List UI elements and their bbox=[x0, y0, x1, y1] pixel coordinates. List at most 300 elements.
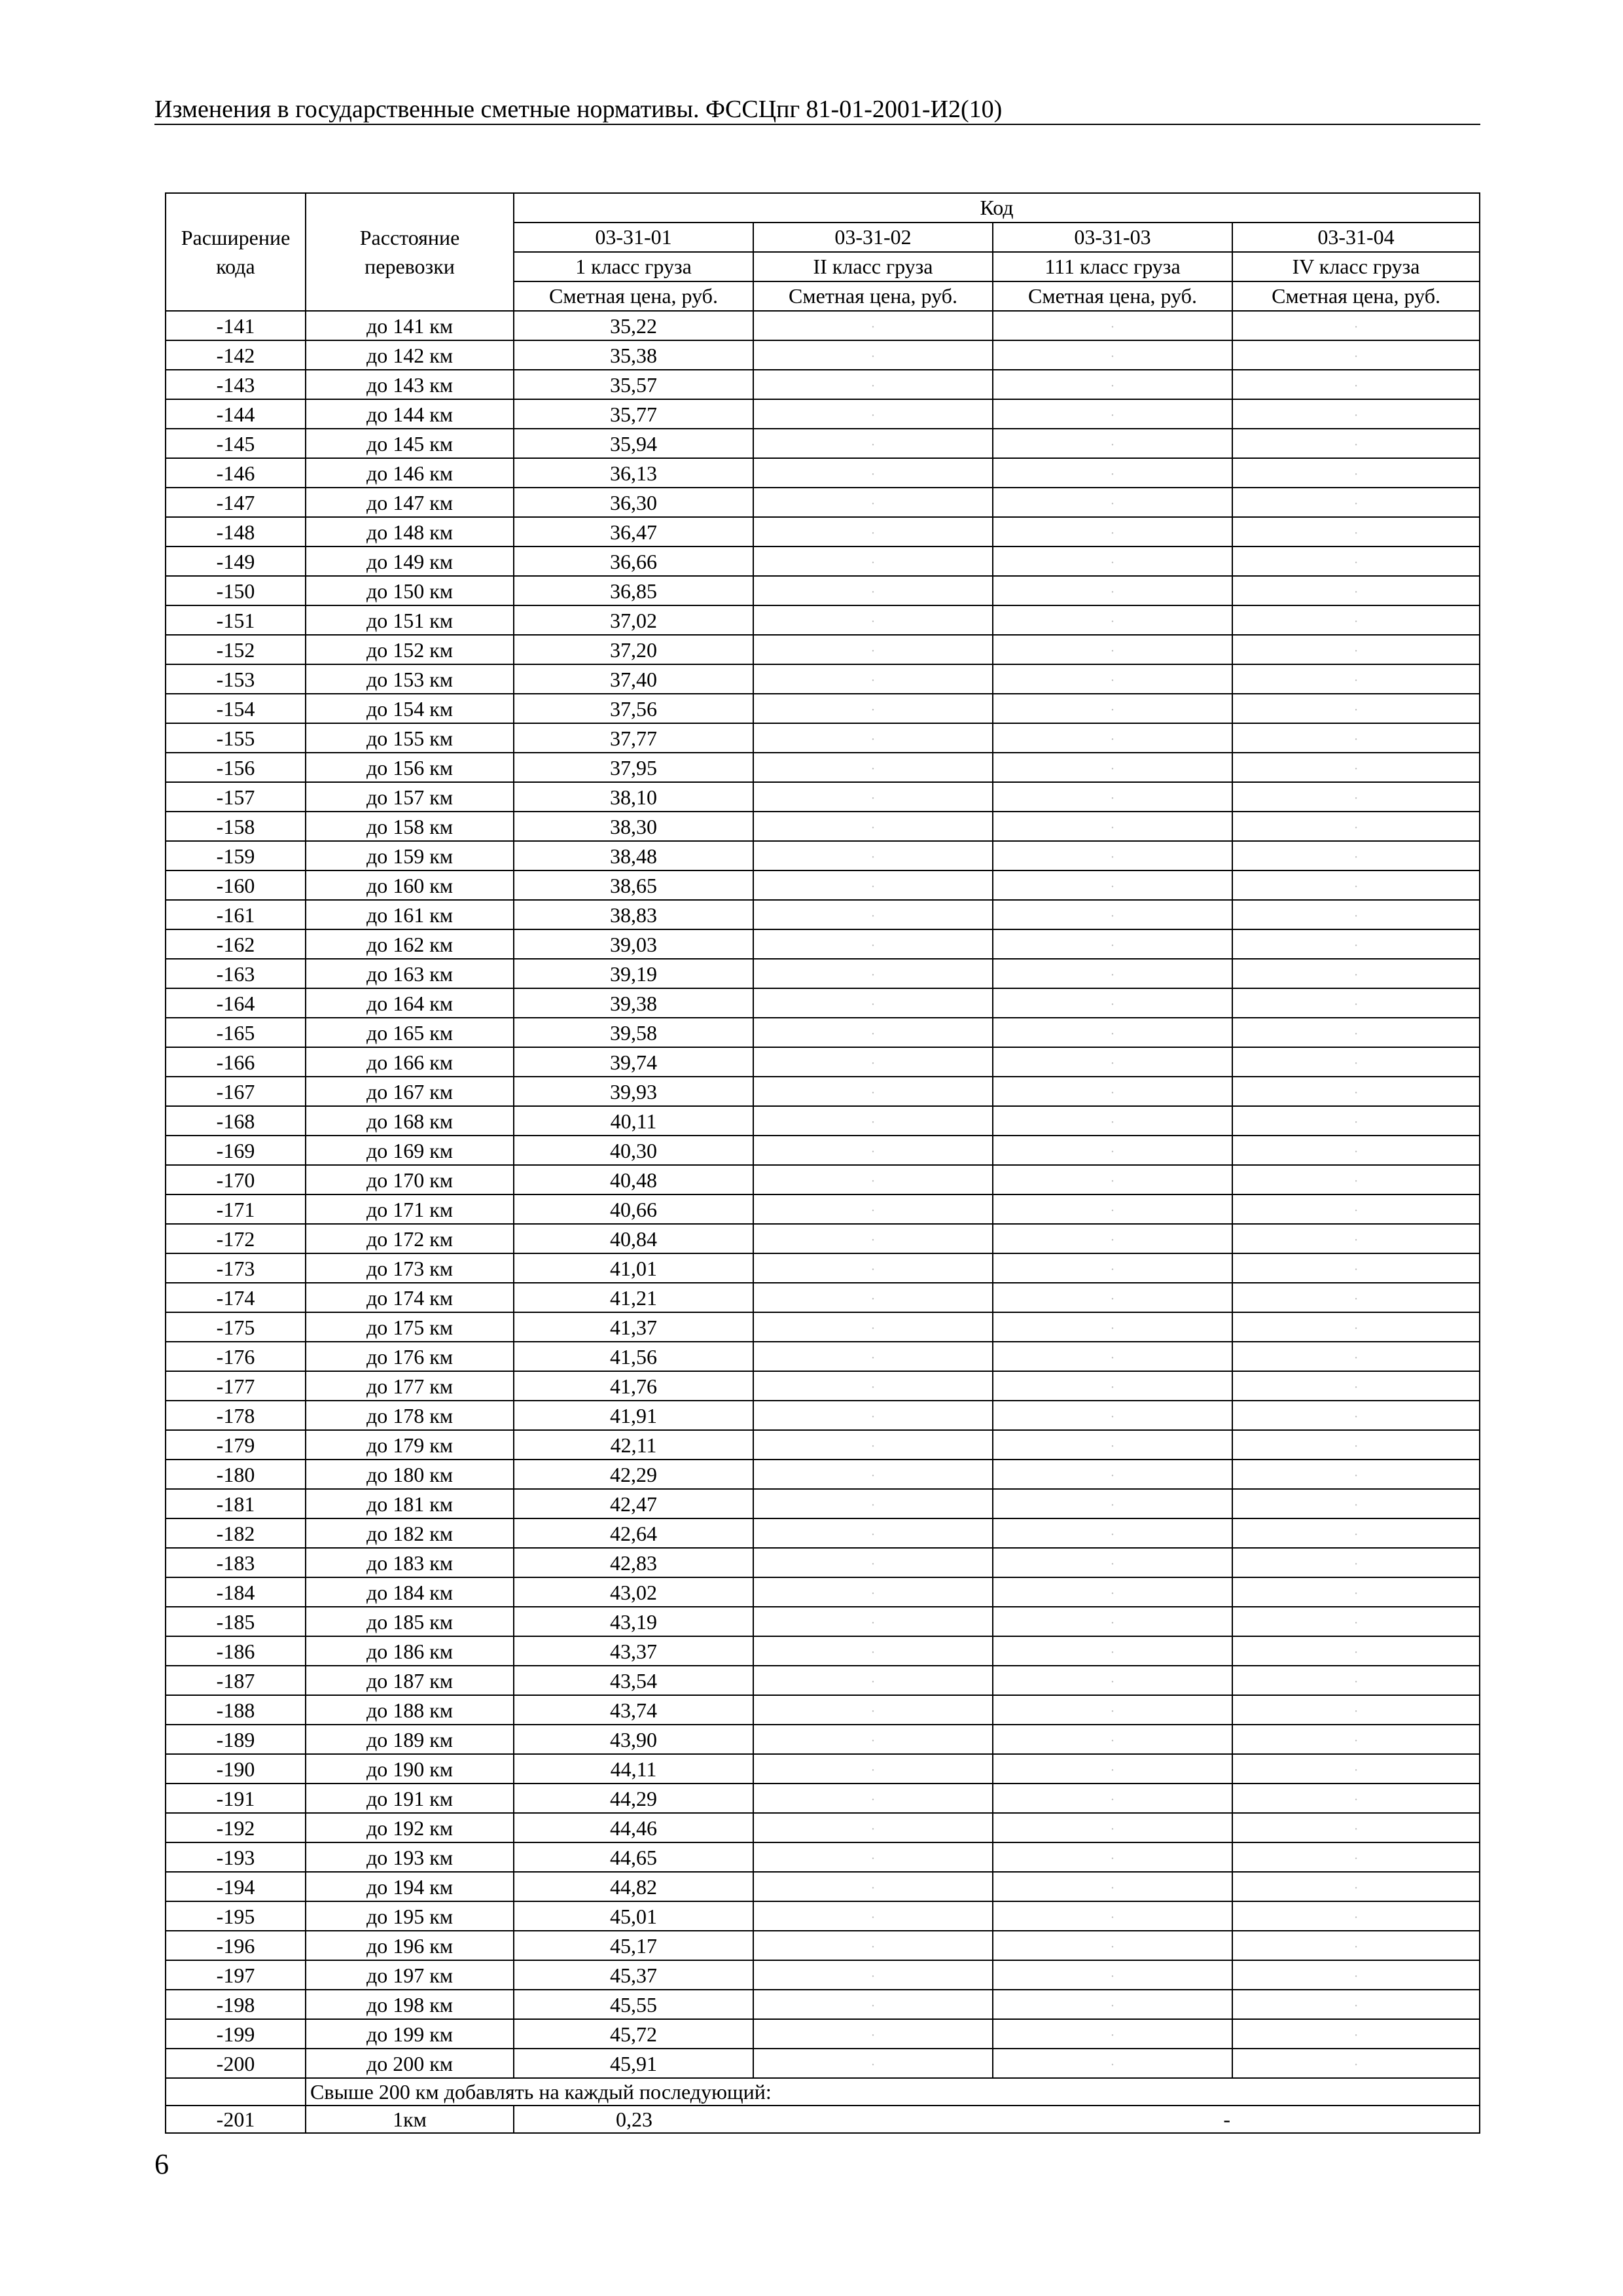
code-03-31-02: 03-31-02 bbox=[753, 223, 993, 252]
header-code: Код bbox=[514, 193, 1480, 223]
empty-price-cell bbox=[993, 1460, 1232, 1489]
empty-price-cell bbox=[1232, 1430, 1480, 1460]
table-row bbox=[166, 1754, 1480, 1784]
dot-mark: · bbox=[1353, 1999, 1359, 2013]
empty-price-cell bbox=[993, 1194, 1232, 1224]
empty-price-cell bbox=[753, 1253, 993, 1283]
empty-price-cell bbox=[753, 2019, 993, 2049]
dot-mark: · bbox=[1110, 1763, 1115, 1778]
ext-cell: -149 bbox=[166, 547, 306, 576]
empty-price-cell bbox=[753, 488, 993, 517]
price-cell: 37,77 bbox=[514, 723, 753, 753]
dot-mark: · bbox=[870, 1145, 876, 1159]
ext-cell: -176 bbox=[166, 1342, 306, 1371]
ext-cell: -190 bbox=[166, 1754, 306, 1784]
empty-price-cell bbox=[753, 900, 993, 929]
empty-price-cell bbox=[993, 1548, 1232, 1577]
ext-cell: -177 bbox=[166, 1371, 306, 1401]
empty-price-cell bbox=[993, 429, 1232, 458]
dot-mark: · bbox=[870, 1351, 876, 1365]
table-row bbox=[166, 900, 1480, 929]
ext-cell: -187 bbox=[166, 1666, 306, 1695]
empty-price-cell bbox=[1232, 1018, 1480, 1047]
ext-cell: -175 bbox=[166, 1312, 306, 1342]
dot-mark: · bbox=[1353, 1145, 1359, 1159]
dot-mark: · bbox=[1110, 1233, 1115, 1247]
dot-mark: · bbox=[1353, 762, 1359, 776]
dot-mark: · bbox=[1353, 1675, 1359, 1689]
dot-mark: · bbox=[1353, 1969, 1359, 1984]
dist-cell: до 176 км bbox=[306, 1342, 514, 1371]
empty-price-cell bbox=[993, 1401, 1232, 1430]
empty-price-cell bbox=[1232, 1283, 1480, 1312]
dist-cell: до 152 км bbox=[306, 635, 514, 664]
empty-price-cell bbox=[753, 429, 993, 458]
dot-mark: · bbox=[870, 1969, 876, 1984]
empty-price-cell bbox=[753, 517, 993, 547]
empty-price-cell bbox=[993, 694, 1232, 723]
empty-price-cell bbox=[1232, 635, 1480, 664]
dot-mark: · bbox=[1110, 850, 1115, 865]
dot-mark: · bbox=[1110, 1292, 1115, 1306]
dot-mark: · bbox=[1110, 379, 1115, 393]
dist-cell: до 146 км bbox=[306, 458, 514, 488]
table-row bbox=[166, 694, 1480, 723]
dot-mark: · bbox=[1110, 1557, 1115, 1571]
empty-price-cell bbox=[753, 1401, 993, 1430]
empty-price-cell bbox=[993, 1342, 1232, 1371]
empty-price-cell bbox=[753, 1371, 993, 1401]
dot-mark: · bbox=[1110, 673, 1115, 688]
dot-mark: · bbox=[1110, 585, 1115, 600]
empty-price-cell bbox=[753, 1342, 993, 1371]
dot-mark: · bbox=[1353, 968, 1359, 982]
dist-cell: до 160 км bbox=[306, 870, 514, 900]
table-row bbox=[166, 1842, 1480, 1872]
dist-cell: до 148 км bbox=[306, 517, 514, 547]
dot-mark: · bbox=[1110, 1822, 1115, 1837]
empty-price-cell bbox=[993, 1577, 1232, 1607]
empty-price-cell bbox=[993, 1047, 1232, 1077]
empty-price-cell bbox=[753, 1489, 993, 1518]
dot-mark: · bbox=[1353, 1704, 1359, 1719]
dist-cell: до 165 км bbox=[306, 1018, 514, 1047]
dot-mark: · bbox=[1110, 1056, 1115, 1071]
dot-mark: · bbox=[1110, 1027, 1115, 1041]
price-cell: 37,40 bbox=[514, 664, 753, 694]
empty-price-cell bbox=[993, 547, 1232, 576]
empty-price-cell bbox=[753, 1607, 993, 1636]
dist-cell: до 157 км bbox=[306, 782, 514, 812]
dist-cell: до 159 км bbox=[306, 841, 514, 870]
price-cell: 43,54 bbox=[514, 1666, 753, 1695]
price-cell: 44,11 bbox=[514, 1754, 753, 1784]
dot-mark: · bbox=[870, 1734, 876, 1748]
empty-price-cell bbox=[993, 1813, 1232, 1842]
price-cell: 36,30 bbox=[514, 488, 753, 517]
empty-price-cell bbox=[1232, 1754, 1480, 1784]
empty-price-cell bbox=[753, 458, 993, 488]
dot-mark: · bbox=[870, 1704, 876, 1719]
dist-cell: до 192 км bbox=[306, 1813, 514, 1842]
ext-cell: -164 bbox=[166, 988, 306, 1018]
empty-price-cell bbox=[753, 576, 993, 605]
ext-cell: -146 bbox=[166, 458, 306, 488]
empty-price-cell bbox=[993, 1312, 1232, 1342]
dist-cell: до 166 км bbox=[306, 1047, 514, 1077]
dot-mark: · bbox=[1110, 821, 1115, 835]
dot-mark: · bbox=[1110, 1174, 1115, 1189]
table-row bbox=[166, 1960, 1480, 1990]
dot-mark: · bbox=[1353, 703, 1359, 717]
dist-cell: до 184 км bbox=[306, 1577, 514, 1607]
ext-cell: -184 bbox=[166, 1577, 306, 1607]
empty-price-cell bbox=[753, 340, 993, 370]
empty-price-cell bbox=[1232, 399, 1480, 429]
ext-cell: -166 bbox=[166, 1047, 306, 1077]
ext-cell: -150 bbox=[166, 576, 306, 605]
empty-price-cell bbox=[1232, 1901, 1480, 1931]
dot-mark: · bbox=[1353, 939, 1359, 953]
empty-price-cell bbox=[993, 1901, 1232, 1931]
empty-price-cell bbox=[993, 517, 1232, 547]
ext-cell: -161 bbox=[166, 900, 306, 929]
dot-mark: · bbox=[870, 320, 876, 334]
empty-price-cell bbox=[753, 1813, 993, 1842]
ext-cell: -159 bbox=[166, 841, 306, 870]
price-cell: 43,19 bbox=[514, 1607, 753, 1636]
empty-price-cell bbox=[1232, 1342, 1480, 1371]
table-row bbox=[166, 870, 1480, 900]
empty-price-cell bbox=[753, 1931, 993, 1960]
empty-price-cell bbox=[993, 1725, 1232, 1754]
empty-price-cell bbox=[753, 1695, 993, 1725]
table-row bbox=[166, 1106, 1480, 1136]
dist-cell: до 164 км bbox=[306, 988, 514, 1018]
dot-mark: · bbox=[870, 1822, 876, 1837]
dist-cell: до 196 км bbox=[306, 1931, 514, 1960]
ext-cell: -186 bbox=[166, 1636, 306, 1666]
code-03-31-03: 03-31-03 bbox=[993, 223, 1232, 252]
empty-price-cell bbox=[753, 723, 993, 753]
dot-mark: · bbox=[1353, 1056, 1359, 1071]
dot-mark: · bbox=[870, 438, 876, 452]
dist-cell: до 182 км bbox=[306, 1518, 514, 1548]
empty-price-cell bbox=[753, 1312, 993, 1342]
dot-mark: · bbox=[1353, 880, 1359, 894]
ext-cell: -153 bbox=[166, 664, 306, 694]
table-row bbox=[166, 1342, 1480, 1371]
dot-mark: · bbox=[870, 1027, 876, 1041]
empty-price-cell bbox=[1232, 723, 1480, 753]
ext-cell: -165 bbox=[166, 1018, 306, 1047]
empty-price-cell bbox=[1232, 1813, 1480, 1842]
dot-mark: · bbox=[1353, 1351, 1359, 1365]
table-row bbox=[166, 576, 1480, 605]
ext-cell: -199 bbox=[166, 2019, 306, 2049]
empty-price-cell bbox=[1232, 841, 1480, 870]
ext-cell: -170 bbox=[166, 1165, 306, 1194]
table-row bbox=[166, 1253, 1480, 1283]
empty-price-cell bbox=[1232, 1489, 1480, 1518]
price-cell: 42,83 bbox=[514, 1548, 753, 1577]
dot-mark: · bbox=[1110, 1380, 1115, 1395]
empty-price-cell bbox=[753, 2049, 993, 2078]
dot-mark: · bbox=[870, 1439, 876, 1454]
ext-cell: -188 bbox=[166, 1695, 306, 1725]
table-row bbox=[166, 1371, 1480, 1401]
page-header: Изменения в государственные сметные нормативы. ФССЦпг 81-01-2001-И2(10) bbox=[154, 95, 1480, 125]
price-cell: 40,84 bbox=[514, 1224, 753, 1253]
ext-cell: -178 bbox=[166, 1401, 306, 1430]
dist-cell: до 144 км bbox=[306, 399, 514, 429]
empty-price-cell bbox=[993, 1518, 1232, 1548]
empty-price-cell bbox=[753, 1283, 993, 1312]
dot-mark: · bbox=[1353, 1763, 1359, 1778]
dot-mark: · bbox=[870, 1056, 876, 1071]
empty-price-cell bbox=[993, 1106, 1232, 1136]
empty-price-cell bbox=[753, 1901, 993, 1931]
price-cell: 38,30 bbox=[514, 812, 753, 841]
ext-cell: -182 bbox=[166, 1518, 306, 1548]
dot-mark: · bbox=[1353, 791, 1359, 806]
empty-price-cell bbox=[1232, 1990, 1480, 2019]
empty-price-cell bbox=[1232, 1165, 1480, 1194]
table-row bbox=[166, 1194, 1480, 1224]
price-cell: 41,76 bbox=[514, 1371, 753, 1401]
empty-price-cell bbox=[753, 399, 993, 429]
dist-cell: до 189 км bbox=[306, 1725, 514, 1754]
header-extension: Расширение кода bbox=[166, 193, 306, 311]
dot-mark: · bbox=[870, 821, 876, 835]
dot-mark: · bbox=[1110, 1351, 1115, 1365]
dist-cell: до 194 км bbox=[306, 1872, 514, 1901]
empty-price-cell bbox=[1232, 1401, 1480, 1430]
price-cell: 38,48 bbox=[514, 841, 753, 870]
dist-cell: до 151 км bbox=[306, 605, 514, 635]
empty-price-cell bbox=[1232, 1460, 1480, 1489]
dot-mark: · bbox=[870, 1793, 876, 1807]
table-row bbox=[166, 1990, 1480, 2019]
empty-price-cell bbox=[993, 870, 1232, 900]
empty-price-cell bbox=[993, 1371, 1232, 1401]
dot-mark: · bbox=[870, 1557, 876, 1571]
dot-mark: · bbox=[1353, 1940, 1359, 1954]
table-row bbox=[166, 399, 1480, 429]
empty-price-cell bbox=[993, 1224, 1232, 1253]
ext-cell: -198 bbox=[166, 1990, 306, 2019]
dot-mark: · bbox=[870, 1910, 876, 1925]
dot-mark: · bbox=[1353, 997, 1359, 1012]
dot-mark: · bbox=[1110, 1999, 1115, 2013]
empty-price-cell bbox=[753, 1666, 993, 1695]
ext-cell: -192 bbox=[166, 1813, 306, 1842]
price-cell: 40,30 bbox=[514, 1136, 753, 1165]
empty-price-cell bbox=[993, 1136, 1232, 1165]
table-row bbox=[166, 1695, 1480, 1725]
empty-price-cell bbox=[993, 311, 1232, 340]
dot-mark: · bbox=[870, 2058, 876, 2072]
table-header bbox=[166, 193, 1480, 311]
empty-price-cell bbox=[753, 988, 993, 1018]
dot-mark: · bbox=[870, 1498, 876, 1513]
empty-price-cell bbox=[993, 723, 1232, 753]
empty-price-cell bbox=[993, 1253, 1232, 1283]
price-label: Сметная цена, руб. bbox=[993, 281, 1232, 311]
empty-price-cell bbox=[1232, 929, 1480, 959]
dot-mark: · bbox=[1110, 732, 1115, 747]
dist-cell: до 193 км bbox=[306, 1842, 514, 1872]
ext-cell: -163 bbox=[166, 959, 306, 988]
table-row bbox=[166, 547, 1480, 576]
empty-price-cell bbox=[1232, 1666, 1480, 1695]
dot-mark: · bbox=[1110, 644, 1115, 658]
dot-mark: · bbox=[1110, 350, 1115, 364]
empty-price-cell bbox=[1232, 2019, 1480, 2049]
empty-price-cell bbox=[753, 311, 993, 340]
dot-mark: · bbox=[870, 526, 876, 541]
empty-price-cell bbox=[1232, 1636, 1480, 1666]
dot-mark: · bbox=[1110, 1940, 1115, 1954]
dot-mark: · bbox=[1353, 1822, 1359, 1837]
table-body bbox=[166, 311, 1480, 2078]
table-row bbox=[166, 1312, 1480, 1342]
empty-price-cell bbox=[993, 2049, 1232, 2078]
price-cell: 45,01 bbox=[514, 1901, 753, 1931]
empty-price-cell bbox=[993, 841, 1232, 870]
empty-price-cell bbox=[1232, 340, 1480, 370]
empty-price-cell bbox=[753, 1518, 993, 1548]
dist-cell: до 167 км bbox=[306, 1077, 514, 1106]
empty-price-cell bbox=[753, 694, 993, 723]
price-cell: 35,57 bbox=[514, 370, 753, 399]
cargo-class-3: 111 класс груза bbox=[993, 252, 1232, 281]
table-row bbox=[166, 311, 1480, 340]
empty-price-cell bbox=[753, 1136, 993, 1165]
dot-mark: · bbox=[1110, 1469, 1115, 1483]
ext-cell: -193 bbox=[166, 1842, 306, 1872]
dot-mark: · bbox=[1353, 379, 1359, 393]
price-cell: 40,11 bbox=[514, 1106, 753, 1136]
empty-price-cell bbox=[993, 458, 1232, 488]
dot-mark: · bbox=[1110, 1204, 1115, 1218]
price-cell: 42,29 bbox=[514, 1460, 753, 1489]
price-cell: 45,91 bbox=[514, 2049, 753, 2078]
dot-mark: · bbox=[1110, 1115, 1115, 1130]
empty-price-cell bbox=[1232, 1194, 1480, 1224]
empty-price-cell bbox=[1232, 812, 1480, 841]
price-cell: 35,77 bbox=[514, 399, 753, 429]
ext-cell: -154 bbox=[166, 694, 306, 723]
dot-mark: · bbox=[870, 1086, 876, 1100]
price-cell: 42,11 bbox=[514, 1430, 753, 1460]
ext-cell: -172 bbox=[166, 1224, 306, 1253]
dot-mark: · bbox=[1353, 850, 1359, 865]
table-row bbox=[166, 488, 1480, 517]
ext-cell: -194 bbox=[166, 1872, 306, 1901]
ext-cell: -196 bbox=[166, 1931, 306, 1960]
dot-mark: · bbox=[1110, 1587, 1115, 1601]
dist-cell: до 191 км bbox=[306, 1784, 514, 1813]
price-cell: 45,17 bbox=[514, 1931, 753, 1960]
dot-mark: · bbox=[1110, 1321, 1115, 1336]
dot-mark: · bbox=[870, 497, 876, 511]
price-cell: 38,83 bbox=[514, 900, 753, 929]
empty-price-cell bbox=[753, 370, 993, 399]
table-row-201 bbox=[166, 2106, 1480, 2133]
header-distance: Расстояние перевозки bbox=[306, 193, 514, 311]
dot-mark: · bbox=[1110, 1410, 1115, 1424]
table-row bbox=[166, 605, 1480, 635]
empty-price-cell bbox=[753, 635, 993, 664]
empty-price-cell bbox=[753, 1990, 993, 2019]
dot-mark: · bbox=[1110, 1734, 1115, 1748]
dash-mark: - bbox=[1223, 2108, 1230, 2131]
ext-cell: -200 bbox=[166, 2049, 306, 2078]
dist-cell: до 162 км bbox=[306, 929, 514, 959]
empty-price-cell bbox=[753, 959, 993, 988]
dot-mark: · bbox=[1110, 1910, 1115, 1925]
dot-mark: · bbox=[1353, 408, 1359, 423]
empty-price-cell bbox=[1232, 1931, 1480, 1960]
dot-mark: · bbox=[1353, 732, 1359, 747]
dot-mark: · bbox=[1353, 1115, 1359, 1130]
dot-mark: · bbox=[870, 1469, 876, 1483]
empty-price-cell bbox=[1232, 1224, 1480, 1253]
dot-mark: · bbox=[870, 1410, 876, 1424]
dot-mark: · bbox=[1353, 2028, 1359, 2043]
empty-price-cell bbox=[1232, 488, 1480, 517]
dot-mark: · bbox=[1353, 615, 1359, 629]
dot-mark: · bbox=[1110, 1498, 1115, 1513]
dot-mark: · bbox=[870, 2028, 876, 2043]
empty-price-cell bbox=[993, 812, 1232, 841]
empty-price-cell bbox=[993, 664, 1232, 694]
dot-mark: · bbox=[870, 644, 876, 658]
empty-price-cell bbox=[753, 1960, 993, 1990]
table-row bbox=[166, 1136, 1480, 1165]
empty-price-cell bbox=[993, 1165, 1232, 1194]
dot-mark: · bbox=[870, 1852, 876, 1866]
table-row bbox=[166, 1224, 1480, 1253]
dot-mark: · bbox=[870, 850, 876, 865]
dist-cell: до 174 км bbox=[306, 1283, 514, 1312]
empty-price-cell bbox=[753, 1636, 993, 1666]
price-cell: 41,91 bbox=[514, 1401, 753, 1430]
price-cell: 37,02 bbox=[514, 605, 753, 635]
empty-price-cell bbox=[1232, 1077, 1480, 1106]
dot-mark: · bbox=[870, 1204, 876, 1218]
dot-mark: · bbox=[1110, 1793, 1115, 1807]
empty-price-cell bbox=[993, 1842, 1232, 1872]
dist-cell: до 168 км bbox=[306, 1106, 514, 1136]
empty-price-cell bbox=[1232, 1960, 1480, 1990]
dot-mark: · bbox=[1110, 997, 1115, 1012]
price-cell: 37,56 bbox=[514, 694, 753, 723]
price-cell: 35,94 bbox=[514, 429, 753, 458]
empty-price-cell bbox=[753, 1194, 993, 1224]
dot-mark: · bbox=[1110, 408, 1115, 423]
empty-price-cell bbox=[1232, 959, 1480, 988]
price-cell: 36,85 bbox=[514, 576, 753, 605]
dot-mark: · bbox=[1353, 1616, 1359, 1630]
price-cell: 42,47 bbox=[514, 1489, 753, 1518]
dot-mark: · bbox=[1110, 968, 1115, 982]
dot-mark: · bbox=[870, 732, 876, 747]
dist-cell: до 154 км bbox=[306, 694, 514, 723]
ext-cell: -174 bbox=[166, 1283, 306, 1312]
cargo-class-1: 1 класс груза bbox=[514, 252, 753, 281]
